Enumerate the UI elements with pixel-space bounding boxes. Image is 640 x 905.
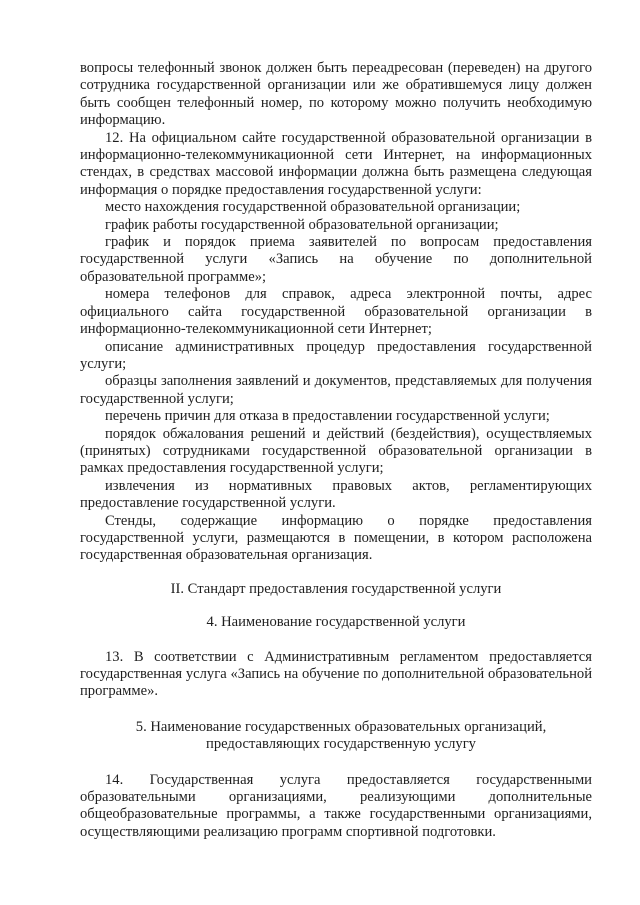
subsection-heading-5 <box>80 719 592 754</box>
list-item-reception-schedule: график и порядок приема заявителей по вопросам предоставления государственной услуги «Запись на обучение по дополнительной образовательной программе»; <box>80 234 592 285</box>
paragraph-14: 14. Государственная услуга предоставляется государственными образовательными организациями, реализующими дополнительные общеобразовательные программы, а также государственными организациями, осуществляющими реализацию программ спортивной подготовки. <box>80 771 592 840</box>
paragraph-stands: Стенды, содержащие информацию о порядке предоставления государственной услуги, размещаются в помещении, в котором расположена государственная образовательная организация. <box>80 512 592 564</box>
paragraph-12: 12. На официальном сайте государственной образовательной организации в информационно-телекоммуникационной сети Интернет, на информационных стендах, в средствах массовой информации должна быть размещена следующая информация о порядке предоставления государственной услуги: <box>80 129 592 198</box>
list-item-appeal-procedure: порядок обжалования решений и действий (бездействия), осуществляемых (принятых) сотрудниками государственной образовательной организации в рамках предоставления государственной услуги; <box>80 425 592 477</box>
list-item-procedures: описание административных процедур предоставления государственной услуги; <box>80 338 592 372</box>
list-item-form-samples: образцы заполнения заявлений и документов, представляемых для получения государственной услуги; <box>80 373 592 407</box>
list-item-contacts: номера телефонов для справок, адреса электронной почты, адрес официального сайта государственной образовательной организации в информационно-телекоммуникационной сети Интернет; <box>80 286 592 338</box>
section-heading-ii: II. Стандарт предоставления государственной услуги <box>170 580 502 597</box>
list-item-work-schedule: график работы государственной образовательной организации; <box>105 216 499 233</box>
list-item-location: место нахождения государственной образовательной организации; <box>105 199 521 216</box>
subsection-heading-5-line2: предоставляющих государственную услугу <box>206 736 476 753</box>
list-item-refusal-reasons: перечень причин для отказа в предоставлении государственной услуги; <box>105 408 550 425</box>
document-body <box>80 60 592 841</box>
list-item-legal-extracts: извлечения из нормативных правовых актов, регламентирующих предоставление государственной услуги. <box>80 477 592 512</box>
subsection-heading-4: 4. Наименование государственной услуги <box>206 614 466 631</box>
paragraph-phone-redirect: вопросы телефонный звонок должен быть переадресован (переведен) на другого сотрудника государственной организации или же обратившемуся лицу должен быть сообщен телефонный номер, по которому можно получить необходимую информацию. <box>80 60 592 129</box>
subsection-heading-5-line1: 5. Наименование государственных образовательных организаций, <box>135 718 547 735</box>
paragraph-13: 13. В соответствии с Административным регламентом предоставляется государственная услуга «Запись на обучение по дополнительной образовательной программе». <box>80 648 592 700</box>
